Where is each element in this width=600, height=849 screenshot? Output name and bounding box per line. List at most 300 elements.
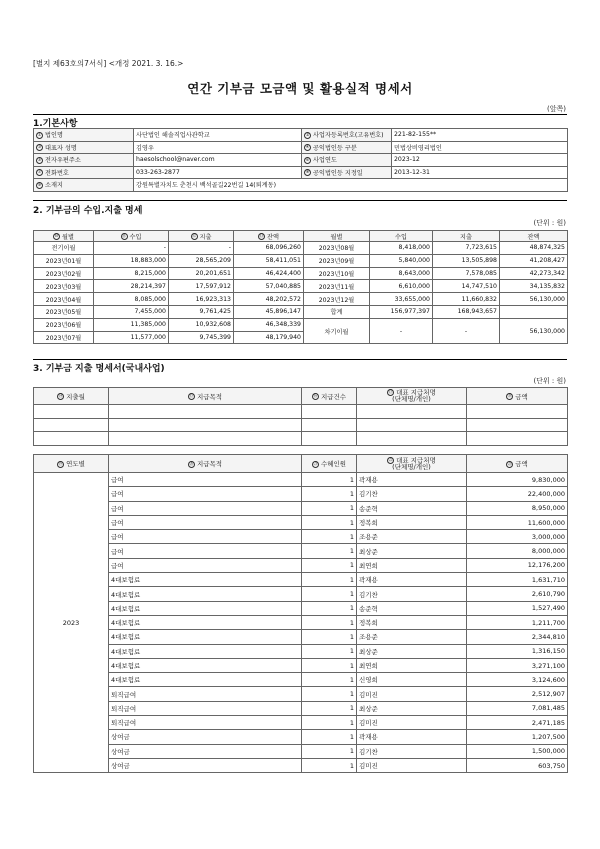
column-header-text: (단체명/개인) [392, 462, 431, 471]
carry-balance: 56,130,000 [500, 318, 568, 344]
column-header [467, 455, 568, 473]
column-header [357, 455, 467, 473]
amount-cell: 1,207,500 [467, 730, 568, 744]
balance-value: 42,273,342 [500, 267, 568, 280]
count-cell: 1 [302, 573, 357, 587]
empty-cell [302, 405, 357, 419]
empty-cell [357, 418, 467, 432]
balance-value: 41,208,427 [500, 254, 568, 267]
empty-cell [109, 405, 302, 419]
column-header-text: 잔액 [527, 233, 540, 241]
count-cell: 1 [302, 744, 357, 758]
purpose-cell: 급여 [109, 501, 302, 515]
amount-cell: 22,400,000 [467, 487, 568, 501]
expense-value: 14,747,510 [433, 280, 500, 293]
empty-cell [34, 432, 109, 446]
count-cell: 1 [302, 730, 357, 744]
circled-number: ⑯ [313, 394, 318, 399]
address-row [34, 179, 568, 192]
amount-cell: 3,000,000 [467, 530, 568, 544]
circled-number: ⑧ [305, 170, 310, 176]
document-title: 연간 기부금 모금액 및 활용실적 명세서 [187, 81, 413, 96]
income-value: 28,214,397 [94, 280, 169, 293]
count-cell: 1 [302, 644, 357, 658]
column-header [34, 231, 94, 242]
purpose-cell: 4대보험료 [109, 587, 302, 601]
beneficiary-row [34, 601, 568, 615]
column-header-text: 지급건수 [320, 392, 347, 401]
column-header [234, 231, 304, 242]
amount-cell: 1,631,710 [467, 573, 568, 587]
circled-number: ④ [305, 145, 310, 151]
empty-row [34, 432, 568, 446]
purpose-cell: 퇴직급여 [109, 687, 302, 701]
count-cell: 1 [302, 473, 357, 487]
expense-value: 9,745,399 [169, 331, 234, 344]
beneficiary-row [34, 558, 568, 572]
column-header [94, 231, 169, 242]
expense-value: 28,565,209 [169, 254, 234, 267]
recipient-cell: 김기찬 [357, 744, 467, 758]
recipient-cell: 조용준 [357, 530, 467, 544]
count-cell: 1 [302, 673, 357, 687]
recipient-cell: 곽재용 [357, 730, 467, 744]
empty-cell [467, 418, 568, 432]
circled-number: ⑥ [305, 157, 310, 163]
info-label-text: 사업자등록번호(고유번호) [313, 132, 384, 140]
recipient-cell: 김기찬 [357, 487, 467, 501]
recipient-cell: 송준혁 [357, 501, 467, 515]
column-header [500, 231, 568, 242]
beneficiary-row [34, 701, 568, 715]
beneficiary-row [34, 687, 568, 701]
purpose-cell: 퇴직급여 [109, 716, 302, 730]
section1-top-rule [33, 114, 567, 115]
amount-cell: 2,344,810 [467, 630, 568, 644]
balance-value: 45,896,147 [234, 305, 304, 318]
column-header-text: 지출 [460, 233, 472, 241]
purpose-cell: 상여금 [109, 758, 302, 772]
info-label [302, 166, 392, 179]
amount-cell: 11,600,000 [467, 515, 568, 529]
expense-value: 13,505,898 [433, 254, 500, 267]
info-row [34, 166, 568, 179]
recipient-cell: 김미진 [357, 716, 467, 730]
column-header-text: 수입 [395, 233, 407, 241]
count-cell: 1 [302, 501, 357, 515]
column-header [433, 231, 500, 242]
column-header-text: 지급목적 [196, 460, 223, 468]
amount-cell: 1,500,000 [467, 744, 568, 758]
month-label: 2023년09월 [304, 254, 370, 267]
circled-number: ⑱ [507, 394, 512, 399]
recipient-cell: 조용준 [357, 630, 467, 644]
circled-number: ⑦ [37, 170, 42, 176]
info-label-text: 전화번호 [45, 169, 69, 177]
beneficiary-row [34, 587, 568, 601]
amount-cell: 3,124,600 [467, 673, 568, 687]
column-header [302, 455, 357, 473]
recipient-cell: 최상준 [357, 544, 467, 558]
empty-row [34, 418, 568, 432]
month-label: 2023년12월 [304, 293, 370, 306]
info-row [34, 141, 568, 154]
month-label: 2023년05월 [34, 305, 94, 318]
section2-title: 2. 기부금의 수입.지출 명세 [33, 206, 143, 216]
purpose-cell: 4대보험료 [109, 615, 302, 629]
info-label-text: 전자우편주소 [45, 157, 81, 165]
section3-unit: (단위 : 원) [533, 377, 566, 385]
section2-top-rule [33, 200, 567, 201]
circled-number: ⑩ [54, 234, 59, 239]
income-expense-table [33, 230, 568, 344]
info-value: 김영우 [134, 141, 302, 154]
column-header [109, 455, 302, 473]
purpose-cell: 4대보험료 [109, 658, 302, 672]
circled-number: ⑬ [259, 234, 264, 239]
empty-cell [467, 405, 568, 419]
month-label: 2023년03월 [34, 280, 94, 293]
info-value: 033-263-2877 [134, 166, 302, 179]
month-label: 2023년04월 [34, 293, 94, 306]
purpose-cell: 4대보험료 [109, 630, 302, 644]
circled-number: ㉒ [388, 457, 393, 463]
purpose-cell: 4대보험료 [109, 644, 302, 658]
count-cell: 1 [302, 587, 357, 601]
expense-value: 16,923,313 [169, 293, 234, 306]
balance-value: 46,348,339 [234, 318, 304, 331]
column-header [34, 388, 109, 405]
info-label [34, 166, 134, 179]
column-header-text: 지출월 [66, 392, 85, 401]
beneficiary-row [34, 758, 568, 772]
recipient-cell: 곽재용 [357, 573, 467, 587]
income-value: 8,085,000 [94, 293, 169, 306]
balance-value: 46,424,400 [234, 267, 304, 280]
info-value: 민법상비영리법인 [392, 141, 568, 154]
income-value: - [94, 242, 169, 255]
info-label-text: 공익법인등 지정일 [313, 169, 363, 177]
income-value: 5,840,000 [370, 254, 433, 267]
month-label: 2023년07월 [34, 331, 94, 344]
beneficiary-row [34, 630, 568, 644]
amount-cell: 1,211,700 [467, 615, 568, 629]
circled-number: ㉑ [313, 461, 318, 467]
purpose-cell: 상여금 [109, 744, 302, 758]
section1-title: 1.기본사항 [33, 119, 78, 129]
beneficiary-row [34, 644, 568, 658]
beneficiary-row [34, 487, 568, 501]
circled-number: ③ [37, 145, 42, 151]
circled-number: ⑲ [58, 461, 63, 467]
month-row [34, 318, 568, 331]
purpose-cell: 급여 [109, 544, 302, 558]
column-header-text: (단체명/개인) [392, 395, 431, 404]
recipient-cell: 정복희 [357, 515, 467, 529]
balance-value: 68,096,260 [234, 242, 304, 255]
count-cell: 1 [302, 530, 357, 544]
column-header-text: 수입 [129, 233, 142, 241]
beneficiary-row [34, 573, 568, 587]
column-header [357, 388, 467, 405]
expense-value: 10,932,608 [169, 318, 234, 331]
beneficiary-row [34, 658, 568, 672]
count-cell: 1 [302, 758, 357, 772]
expense-value: - [169, 242, 234, 255]
recipient-cell: 최상준 [357, 644, 467, 658]
address-label [34, 179, 134, 192]
recipient-cell: 김기찬 [357, 587, 467, 601]
beneficiary-row [34, 730, 568, 744]
purpose-cell: 상여금 [109, 730, 302, 744]
circled-number: ⑪ [121, 234, 127, 239]
purpose-cell: 4대보험료 [109, 573, 302, 587]
carry-expense: - [433, 318, 500, 344]
circled-number: ⑰ [388, 390, 393, 396]
recipient-cell: 김미진 [357, 758, 467, 772]
column-header-text: 대표 지급처명 [396, 456, 436, 465]
income-header-row [34, 231, 568, 242]
beneficiary-row [34, 673, 568, 687]
income-value: 8,418,000 [370, 242, 433, 255]
count-cell: 1 [302, 487, 357, 501]
amount-cell: 603,750 [467, 758, 568, 772]
expense-value: 11,660,832 [433, 293, 500, 306]
balance-value: 48,202,572 [234, 293, 304, 306]
info-label-text: 공익법인등 구분 [313, 144, 357, 152]
expense-header-row [34, 388, 568, 405]
count-cell: 1 [302, 544, 357, 558]
column-header-text: 지출 [199, 233, 212, 241]
amount-cell: 1,316,150 [467, 644, 568, 658]
month-row [34, 293, 568, 306]
info-value: 2023-12 [392, 154, 568, 167]
column-header-text: 금액 [515, 392, 528, 401]
info-row [34, 154, 568, 167]
purpose-cell: 급여 [109, 515, 302, 529]
balance-value: 34,135,832 [500, 280, 568, 293]
month-row [34, 280, 568, 293]
count-cell: 1 [302, 701, 357, 715]
amount-cell: 8,000,000 [467, 544, 568, 558]
empty-cell [357, 405, 467, 419]
circled-number: ⑨ [37, 182, 42, 188]
expense-detail-table [33, 387, 568, 446]
empty-cell [109, 418, 302, 432]
amount-cell: 7,081,485 [467, 701, 568, 715]
address-label-text: 소재지 [45, 182, 63, 190]
amount-cell: 12,176,200 [467, 558, 568, 572]
month-row [34, 242, 568, 255]
count-cell: 1 [302, 558, 357, 572]
info-label-text: 대표자 성명 [45, 144, 77, 152]
expense-value: 20,201,651 [169, 267, 234, 280]
beneficiary-row [34, 615, 568, 629]
income-value: 8,643,000 [370, 267, 433, 280]
empty-cell [302, 432, 357, 446]
info-row [34, 129, 568, 142]
total-income: 156,977,397 [370, 305, 433, 318]
section3-title: 3. 기부금 지출 명세서(국내사업) [33, 364, 165, 374]
form-number: [별지 제63호의7서식] <개정 2021. 3. 16.> [33, 59, 184, 68]
balance-value: 48,874,325 [500, 242, 568, 255]
column-header-text: 월별 [62, 233, 74, 241]
income-value: 11,385,000 [94, 318, 169, 331]
month-label: 2023년10월 [304, 267, 370, 280]
month-row [34, 267, 568, 280]
count-cell: 1 [302, 716, 357, 730]
income-value: 11,577,000 [94, 331, 169, 344]
beneficiary-row [34, 501, 568, 515]
circled-number: ⑤ [37, 157, 42, 163]
column-header-text: 금액 [515, 460, 528, 468]
total-label: 합계 [304, 305, 370, 318]
column-header [34, 455, 109, 473]
income-value: 6,610,000 [370, 280, 433, 293]
recipient-cell: 최연희 [357, 558, 467, 572]
purpose-cell: 급여 [109, 473, 302, 487]
purpose-cell: 4대보험료 [109, 673, 302, 687]
income-value: 18,883,000 [94, 254, 169, 267]
count-cell: 1 [302, 615, 357, 629]
expense-value: 9,761,425 [169, 305, 234, 318]
beneficiary-row [34, 515, 568, 529]
column-header [169, 231, 234, 242]
month-row [34, 254, 568, 267]
carry-income: - [370, 318, 433, 344]
empty-cell [302, 418, 357, 432]
recipient-cell: 김미진 [357, 687, 467, 701]
carry-label: 차기이월 [304, 318, 370, 344]
section3-top-rule [33, 359, 567, 360]
expense-value: 7,723,615 [433, 242, 500, 255]
empty-cell [109, 432, 302, 446]
recipient-cell: 송준혁 [357, 601, 467, 615]
empty-cell [357, 432, 467, 446]
amount-cell: 9,830,000 [467, 473, 568, 487]
amount-cell: 2,512,907 [467, 687, 568, 701]
beneficiary-row [34, 744, 568, 758]
circled-number: ⑫ [191, 234, 197, 239]
purpose-cell: 급여 [109, 530, 302, 544]
total-balance [500, 305, 568, 318]
circled-number: ⑭ [58, 394, 63, 399]
count-cell: 1 [302, 630, 357, 644]
empty-cell [467, 432, 568, 446]
empty-cell [34, 405, 109, 419]
balance-value: 57,040,885 [234, 280, 304, 293]
info-value: 사단법인 해솔직업사관학교 [134, 129, 302, 142]
info-label [34, 141, 134, 154]
info-label [34, 129, 134, 142]
section2-unit: (단위 : 원) [533, 219, 566, 227]
page-side-note: (앞쪽) [547, 105, 566, 113]
month-label: 2023년01월 [34, 254, 94, 267]
income-value: 7,455,000 [94, 305, 169, 318]
circled-number: ㉓ [507, 461, 512, 467]
column-header [304, 231, 370, 242]
recipient-cell: 정복희 [357, 615, 467, 629]
beneficiary-row [34, 544, 568, 558]
month-row [34, 305, 568, 318]
beneficiary-table [33, 454, 568, 773]
income-value: 8,215,000 [94, 267, 169, 280]
amount-cell: 2,610,790 [467, 587, 568, 601]
balance-value: 48,179,940 [234, 331, 304, 344]
info-label [34, 154, 134, 167]
month-label: 2023년06월 [34, 318, 94, 331]
empty-row [34, 405, 568, 419]
column-header-text: 연도별 [66, 460, 85, 468]
year-cell: 2023 [34, 473, 109, 773]
address-value: 강원특별자치도 춘천시 백석골길22번길 14(퇴계동) [134, 179, 568, 192]
total-expense: 168,943,657 [433, 305, 500, 318]
column-header-text: 지급목적 [196, 392, 223, 401]
info-label [302, 154, 392, 167]
beneficiary-header-row [34, 455, 568, 473]
expense-value: 17,597,912 [169, 280, 234, 293]
column-header [370, 231, 433, 242]
income-value: 33,655,000 [370, 293, 433, 306]
purpose-cell: 퇴직급여 [109, 701, 302, 715]
count-cell: 1 [302, 658, 357, 672]
info-value: haesolschool@naver.com [134, 154, 302, 167]
info-label [302, 129, 392, 142]
purpose-cell: 4대보험료 [109, 601, 302, 615]
beneficiary-row [34, 473, 568, 487]
expense-value: 7,578,085 [433, 267, 500, 280]
month-label: 2023년08월 [304, 242, 370, 255]
amount-cell: 1,527,490 [467, 601, 568, 615]
column-header-text: 잔액 [267, 233, 279, 241]
month-label: 2023년02월 [34, 267, 94, 280]
circled-number: ① [37, 132, 42, 138]
recipient-cell: 최상준 [357, 701, 467, 715]
empty-cell [34, 418, 109, 432]
amount-cell: 8,950,000 [467, 501, 568, 515]
column-header [467, 388, 568, 405]
count-cell: 1 [302, 515, 357, 529]
count-cell: 1 [302, 601, 357, 615]
recipient-cell: 곽재용 [357, 473, 467, 487]
recipient-cell: 최연희 [357, 658, 467, 672]
beneficiary-row [34, 530, 568, 544]
amount-cell: 2,471,185 [467, 716, 568, 730]
info-label-text: 법인명 [45, 132, 63, 140]
info-value: 2013-12-31 [392, 166, 568, 179]
column-header [109, 388, 302, 405]
column-header [302, 388, 357, 405]
column-header-text: 수혜인원 [320, 460, 347, 468]
balance-value: 56,130,000 [500, 293, 568, 306]
info-label [302, 141, 392, 154]
balance-value: 58,411,051 [234, 254, 304, 267]
info-value: 221-82-155** [392, 129, 568, 142]
purpose-cell: 급여 [109, 487, 302, 501]
purpose-cell: 급여 [109, 558, 302, 572]
circled-number: ⑳ [189, 461, 194, 467]
count-cell: 1 [302, 687, 357, 701]
month-label: 전기이월 [34, 242, 94, 255]
info-label-text: 사업연도 [313, 157, 337, 165]
recipient-cell: 신영희 [357, 673, 467, 687]
column-header-text: 월별 [330, 233, 343, 241]
column-header-text: 대표 지급처명 [396, 388, 436, 397]
month-label: 2023년11월 [304, 280, 370, 293]
basic-info-table [33, 128, 568, 192]
amount-cell: 3,271,100 [467, 658, 568, 672]
circled-number: ⑮ [189, 394, 194, 399]
